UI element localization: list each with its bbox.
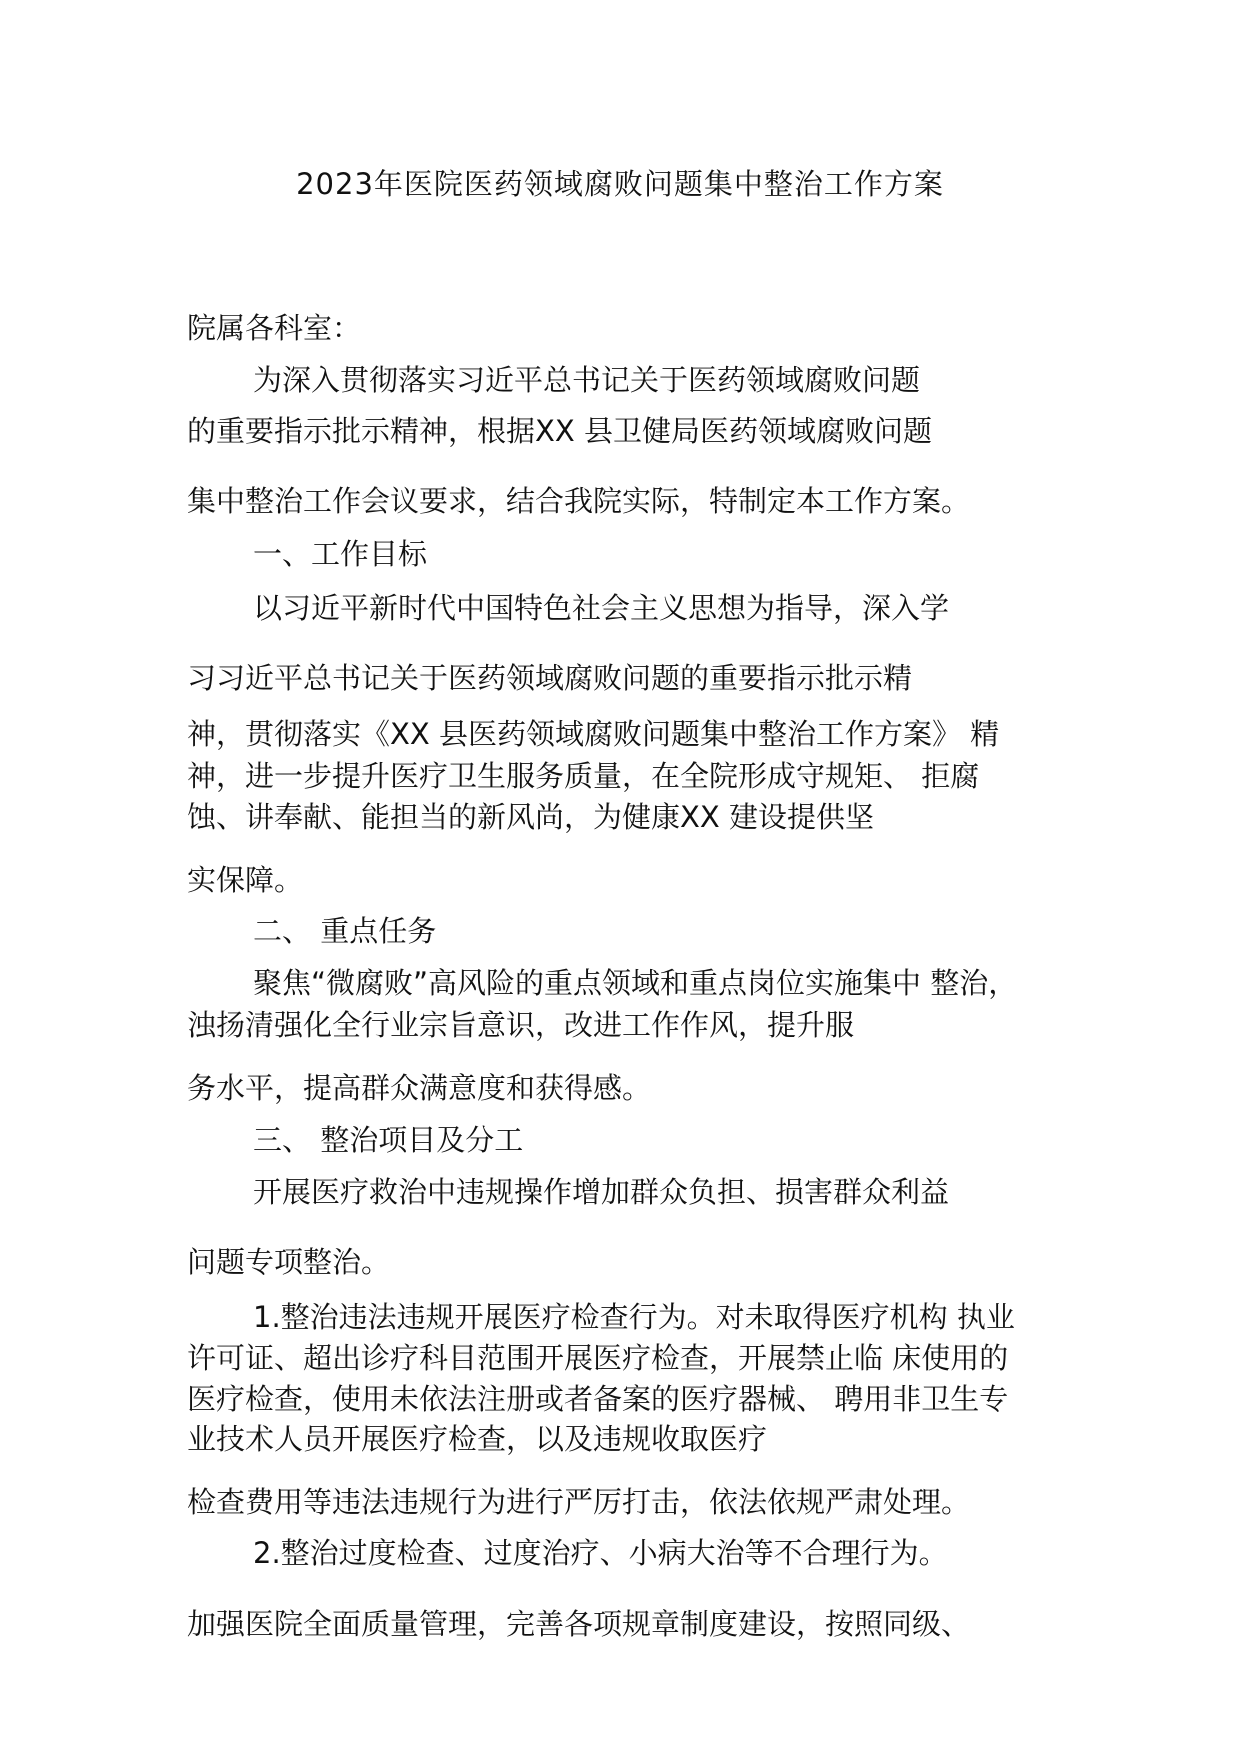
body-line: 1.整治违法违规开展医疗检查行为。对未取得医疗机构 执业 — [253, 1300, 1015, 1334]
body-line: 开展医疗救治中违规操作增加群众负担、损害群众利益 — [253, 1175, 950, 1209]
body-line: 浊扬清强化全行业宗旨意识，改进工作作风，提升服 — [187, 1008, 855, 1042]
body-line: 务水平，提高群众满意度和获得感。 — [187, 1071, 652, 1105]
body-line: 2.整治过度检查、过度治疗、小病大治等不合理行为。 — [253, 1536, 948, 1570]
body-line: 蚀、讲奉献、能担当的新风尚，为健康XX 建设提供坚 — [187, 800, 874, 834]
document-title: 2023年医院医药领域腐败问题集中整治工作方案 — [296, 167, 944, 201]
body-line: 聚焦“微腐败”高风险的重点领域和重点岗位实施集中 整治， — [253, 966, 1018, 1000]
body-line: 习习近平总书记关于医药领域腐败问题的重要指示批示精 — [187, 661, 913, 695]
body-line: 许可证、超出诊疗科目范围开展医疗检查，开展禁止临 床使用的 — [187, 1341, 1009, 1375]
body-line: 的重要指示批示精神，根据XX 县卫健局医药领域腐败问题 — [187, 414, 932, 448]
body-line: 神，贯彻落实《XX 县医药领域腐败问题集中整治工作方案》 精 — [187, 717, 1000, 751]
body-line: 为深入贯彻落实习近平总书记关于医药领域腐败问题 — [253, 363, 921, 397]
body-line: 问题专项整治。 — [187, 1245, 391, 1279]
body-line: 业技术人员开展医疗检查，以及违规收取医疗 — [187, 1422, 768, 1456]
section-heading: 二、 重点任务 — [253, 914, 437, 948]
salutation-line: 院属各科室： — [187, 311, 362, 345]
body-line: 神，进一步提升医疗卫生服务质量，在全院形成守规矩、 拒腐 — [187, 759, 980, 793]
body-line: 医疗检查，使用未依法注册或者备案的医疗器械、 聘用非卫生专 — [187, 1382, 1009, 1416]
section-heading: 一、工作目标 — [253, 537, 428, 571]
section-heading: 三、 整治项目及分工 — [253, 1123, 524, 1157]
body-line: 检查费用等违法违规行为进行严厉打击，依法依规严肃处理。 — [187, 1485, 971, 1519]
body-line: 集中整治工作会议要求，结合我院实际，特制定本工作方案。 — [187, 484, 971, 518]
body-line: 加强医院全面质量管理，完善各项规章制度建设，按照同级、 — [187, 1607, 971, 1641]
body-line: 以习近平新时代中国特色社会主义思想为指导，深入学 — [253, 591, 950, 625]
body-line: 实保障。 — [187, 863, 304, 897]
